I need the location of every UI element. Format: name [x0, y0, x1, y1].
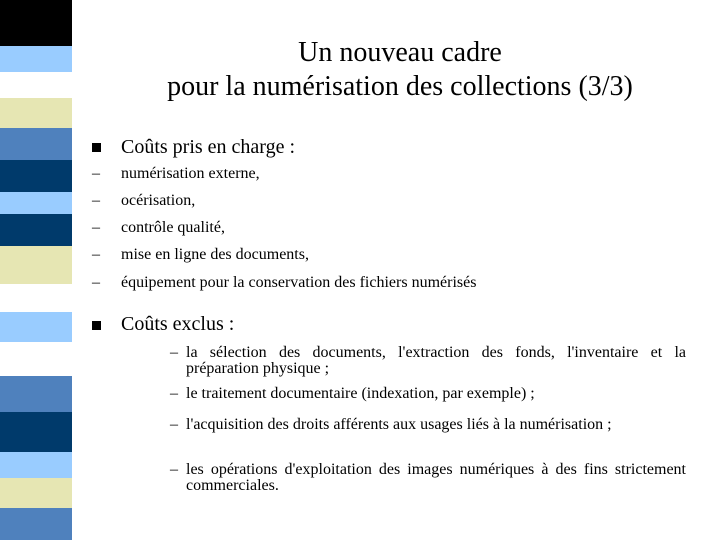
covered-item: équipement pour la conservation des fichiers numérisés	[121, 274, 477, 291]
dash-bullet: –	[170, 461, 178, 478]
stripe-block	[0, 478, 72, 508]
dash-bullet: –	[170, 385, 178, 402]
covered-heading: Coûts pris en charge :	[121, 136, 296, 158]
stripe-block	[0, 214, 72, 246]
dash-bullet: –	[92, 246, 100, 263]
stripe-block	[0, 312, 72, 342]
excluded-item-text: la sélection des documents, l'extraction des fonds, l'inventaire et la préparation physique ;	[186, 344, 686, 377]
excluded-item-text: les opérations d'exploitation des images numériques à des fins strictement commerciales.	[186, 461, 686, 494]
excluded-item-text: le traitement documentaire (indexation, par exemple) ;	[186, 385, 535, 402]
title-line-2: pour la numérisation des collections (3/3)	[167, 71, 633, 102]
slide-title	[90, 36, 710, 104]
stripe-block	[0, 192, 72, 214]
stripe-block	[0, 160, 72, 192]
excluded-item-text: l'acquisition des droits afférents aux usages liés à la numérisation ;	[186, 416, 612, 433]
dash-bullet: –	[92, 192, 100, 209]
stripe-block	[0, 128, 72, 160]
stripe-block	[0, 98, 72, 128]
bullet-square-icon	[92, 321, 101, 330]
covered-item: contrôle qualité,	[121, 219, 225, 236]
dash-bullet: –	[92, 219, 100, 236]
stripe-block	[0, 0, 72, 46]
bullet-square-icon	[92, 143, 101, 152]
excluded-item	[170, 417, 686, 433]
stripe-block	[0, 412, 72, 452]
dash-bullet: –	[170, 416, 178, 433]
dash-bullet: –	[92, 274, 100, 291]
stripe-block	[0, 452, 72, 478]
stripe-block	[0, 246, 72, 284]
excluded-item	[170, 386, 686, 402]
stripe-block	[0, 376, 72, 412]
stripe-block	[0, 46, 72, 72]
excluded-item	[170, 462, 686, 494]
covered-item: numérisation externe,	[121, 165, 260, 182]
stripe-block	[0, 342, 72, 376]
title-line-1: Un nouveau cadre	[298, 37, 502, 68]
dash-bullet: –	[170, 344, 178, 361]
stripe-block	[0, 72, 72, 98]
excluded-heading: Coûts exclus :	[121, 313, 235, 335]
covered-item: mise en ligne des documents,	[121, 246, 309, 263]
stripe-block	[0, 508, 72, 540]
covered-item: océrisation,	[121, 192, 196, 209]
stripe-block	[0, 284, 72, 312]
excluded-item	[170, 345, 686, 377]
dash-bullet: –	[92, 165, 100, 182]
